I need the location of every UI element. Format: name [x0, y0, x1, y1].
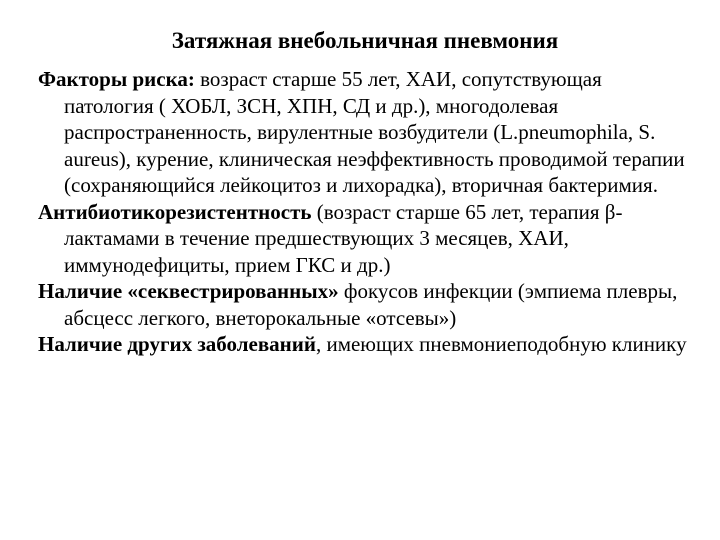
paragraph-sequestered-foci-heading: Наличие «секвестрированных»	[38, 279, 339, 303]
paragraph-risk-factors-text: возраст старше 55 лет, ХАИ, сопутствующая патология ( ХОБЛ, ЗСН, ХПН, СД и др.), многодолевая распространенность, вирулентные возбудители (L.pneumophila, S. aureus), курение, клиническая неэффективность проводимой терапии (сохраняющийся лейкоцитоз и лихорадка), вторичная бактеримия.	[64, 67, 685, 197]
paragraph-other-diseases-heading: Наличие других заболеваний	[38, 332, 316, 356]
paragraph-antibiotic-resistance-text: (возраст старше 65 лет, терапия β- лактамами в течение предшествующих 3 месяцев, ХАИ, иммунодефициты, прием ГКС и др.)	[64, 199, 623, 277]
paragraph-sequestered-foci	[38, 278, 688, 331]
paragraph-antibiotic-resistance	[38, 199, 688, 279]
slide-title: Затяжная внебольничная пневмония	[171, 28, 559, 53]
paragraph-sequestered-foci-text: фокусов инфекции (эмпиема плевры, абсцесс легкого, внеторокальные «отсевы»)	[64, 279, 678, 330]
paragraph-other-diseases	[38, 331, 688, 358]
slide-body	[38, 66, 688, 358]
paragraph-risk-factors-heading: Факторы риска:	[38, 67, 195, 91]
paragraph-other-diseases-text: , имеющих пневмониеподобную клинику	[315, 332, 687, 356]
paragraph-antibiotic-resistance-heading: Антибиотикорезистентность	[38, 199, 312, 224]
paragraph-risk-factors	[38, 66, 688, 199]
